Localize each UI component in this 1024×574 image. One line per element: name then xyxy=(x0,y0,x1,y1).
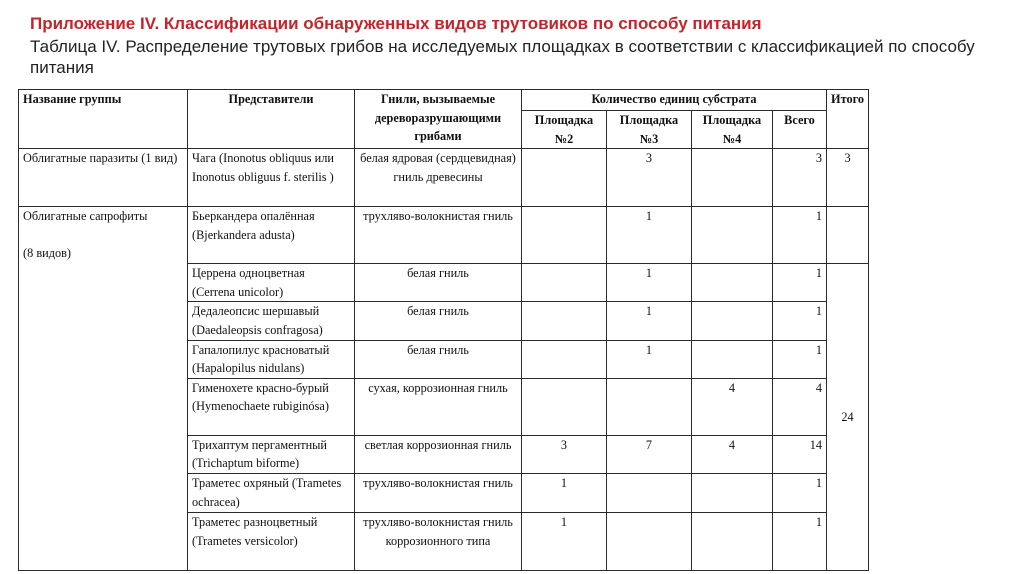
rot-cell: белая ядровая (сердцевидная) гниль древесины xyxy=(355,149,522,207)
site-4-cell xyxy=(692,302,773,340)
fungi-distribution-table xyxy=(18,89,869,571)
site-3-cell xyxy=(607,512,692,570)
site-3-cell: 3 xyxy=(607,149,692,207)
table-caption: Таблица IV. Распределение трутовых грибов на исследуемых площадках в соответствии с классификацией по способу питания xyxy=(30,37,975,77)
site-4-cell xyxy=(692,512,773,570)
header-substrate: Количество единиц субстрата xyxy=(522,90,827,111)
header-all: Всего xyxy=(773,111,827,149)
site-3-cell: 7 xyxy=(607,435,692,473)
representative-cell: Церрена одноцветная (Cerrena unicolor) xyxy=(188,264,355,302)
representative-cell: Трихаптум пергаментный (Trichaptum biforme) xyxy=(188,435,355,473)
all-cell: 1 xyxy=(773,302,827,340)
table-row xyxy=(19,207,869,264)
site-2-cell xyxy=(522,302,607,340)
total-cell xyxy=(827,207,869,264)
header-rot: Гнили, вызываемые дереворазрушающими грибами xyxy=(355,90,522,149)
all-cell: 1 xyxy=(773,512,827,570)
site-4-cell xyxy=(692,473,773,512)
site-4-cell xyxy=(692,264,773,302)
rot-cell: белая гниль xyxy=(355,302,522,340)
header-representatives: Представители xyxy=(188,90,355,149)
all-cell: 14 xyxy=(773,435,827,473)
representative-cell: Бьеркандера опалённая (Bjerkandera adusta) xyxy=(188,207,355,264)
rot-cell: трухляво-волокнистая гниль xyxy=(355,473,522,512)
site-4-cell xyxy=(692,207,773,264)
site-2-cell: 1 xyxy=(522,473,607,512)
representative-cell: Дедалеопсис шершавый (Daedaleopsis confragosa) xyxy=(188,302,355,340)
group-count: (8 видов) xyxy=(23,245,72,260)
representative-cell: Гапалопилус красноватый (Hapalopilus nidulans) xyxy=(188,340,355,378)
all-cell: 1 xyxy=(773,264,827,302)
site-3-cell: 1 xyxy=(607,264,692,302)
total-cell: 3 xyxy=(827,149,869,207)
site-2-cell xyxy=(522,207,607,264)
slide-heading xyxy=(30,13,1010,78)
rot-cell: белая гниль xyxy=(355,340,522,378)
rot-cell: трухляво-волокнистая гниль коррозионного типа xyxy=(355,512,522,570)
all-cell: 4 xyxy=(773,378,827,435)
rot-cell: светлая коррозионная гниль xyxy=(355,435,522,473)
site-2-cell xyxy=(522,378,607,435)
representative-cell: Траметес охряный (Trametes ochracea) xyxy=(188,473,355,512)
site-3-cell: 1 xyxy=(607,207,692,264)
header-site-3: Площадка №3 xyxy=(607,111,692,149)
representative-cell: Траметес разноцветный (Trametes versicolor) xyxy=(188,512,355,570)
site-3-cell: 1 xyxy=(607,302,692,340)
representative-cell: Гименохете красно-бурый (Hymenochaete rubiginósa) xyxy=(188,378,355,435)
rot-cell: белая гниль xyxy=(355,264,522,302)
site-4-cell: 4 xyxy=(692,435,773,473)
total-cell: 24 xyxy=(827,264,869,571)
rot-cell: сухая, коррозионная гниль xyxy=(355,378,522,435)
site-2-cell: 1 xyxy=(522,512,607,570)
all-cell: 1 xyxy=(773,473,827,512)
representative-cell: Чага (Inonotus obliquus или Inonotus obliguus f. sterilis ) xyxy=(188,149,355,207)
all-cell: 1 xyxy=(773,207,827,264)
rot-cell: трухляво-волокнистая гниль xyxy=(355,207,522,264)
site-3-cell xyxy=(607,473,692,512)
all-cell: 1 xyxy=(773,340,827,378)
all-cell: 3 xyxy=(773,149,827,207)
header-site-4: Площадка №4 xyxy=(692,111,773,149)
header-group: Название группы xyxy=(19,90,188,149)
site-3-cell xyxy=(607,378,692,435)
site-4-cell: 4 xyxy=(692,378,773,435)
site-2-cell xyxy=(522,340,607,378)
site-3-cell: 1 xyxy=(607,340,692,378)
site-4-cell xyxy=(692,340,773,378)
group-name: Облигатные сапрофиты xyxy=(23,209,148,224)
site-2-cell xyxy=(522,149,607,207)
site-4-cell xyxy=(692,149,773,207)
group-cell xyxy=(19,207,188,571)
header-total: Итого xyxy=(827,90,869,149)
header-row-1 xyxy=(19,90,869,111)
group-cell: Облигатные паразиты (1 вид) xyxy=(19,149,188,207)
site-2-cell: 3 xyxy=(522,435,607,473)
table-row xyxy=(19,149,869,207)
header-site-2: Площадка №2 xyxy=(522,111,607,149)
appendix-title: Приложение IV. Классификации обнаруженных видов трутовиков по способу питания xyxy=(30,14,762,33)
site-2-cell xyxy=(522,264,607,302)
